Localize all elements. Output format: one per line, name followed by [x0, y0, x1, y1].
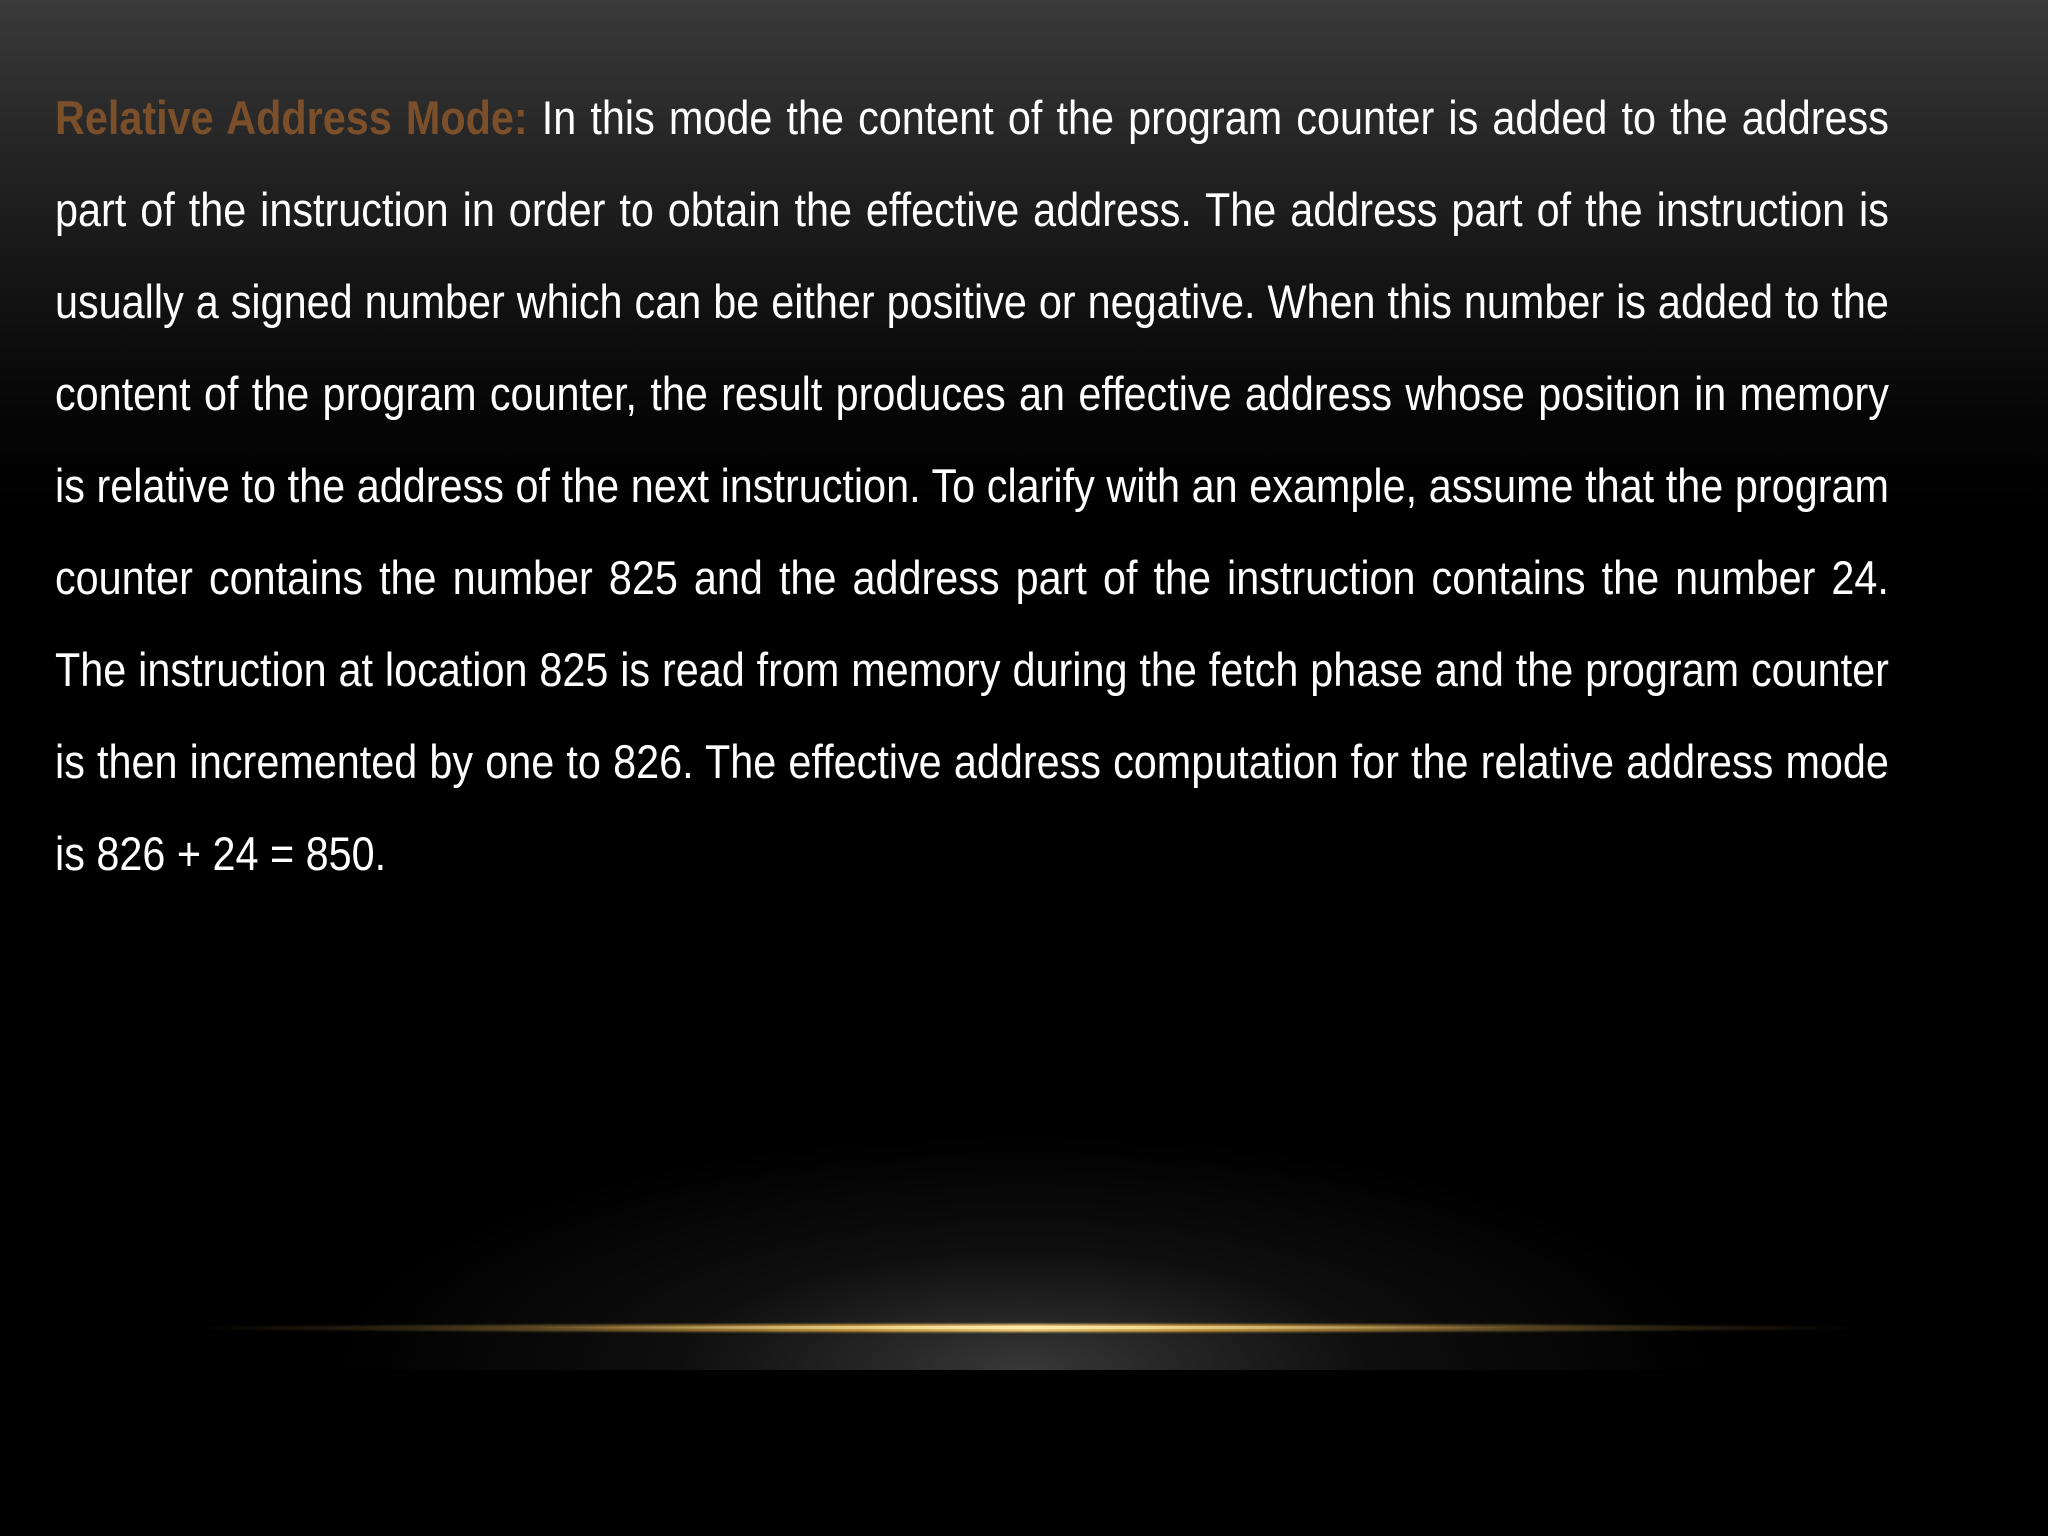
- horizon-light-core: [520, 1326, 1530, 1329]
- body-text: In this mode the content of the program counter is added to the address part of the instruction in order to obtain the effective address. The address part of the instruction is usually a signed number which can be either positive or negative. When this number is added to the content of the program counter, the result produces an effective address whose position in memory is relative to the address of the next instruction. To clarify with an example, assume that the program counter contains the number 825 and the address part of the instruction contains the number 24. The instruction at location 825 is read from memory during the fetch phase and the program counter is then incremented by one to 826. The effective address computation for the relative address mode is 826 + 24 = 850.: [55, 91, 1889, 880]
- section-label: Relative Address Mode:: [55, 91, 528, 144]
- slide-paragraph: [55, 72, 1889, 900]
- spotlight-glow: [324, 1130, 1724, 1370]
